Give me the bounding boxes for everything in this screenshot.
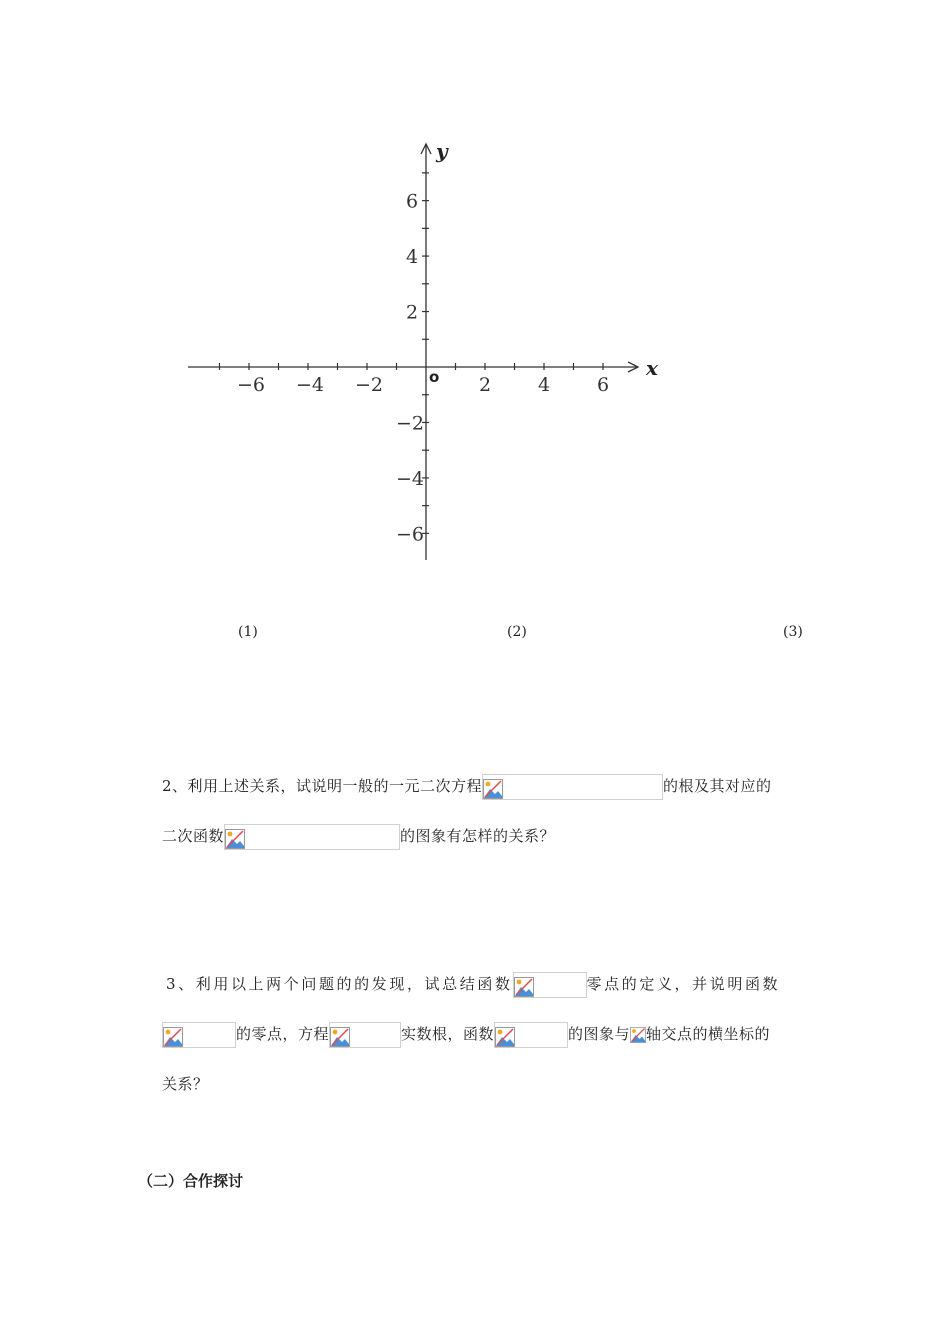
y-tick-label: −6 xyxy=(396,523,425,546)
x-axis-label: x xyxy=(646,356,658,380)
question-3-text-5: 的图象与 xyxy=(568,1025,631,1043)
origin-label: o xyxy=(429,368,440,386)
broken-image-icon xyxy=(483,779,503,799)
question-2-text-1: 2、利用上述关系，试说明一般的一元二次方程 xyxy=(162,777,483,795)
question-3-text-7: 关系？ xyxy=(162,1075,209,1093)
y-tick-label: −2 xyxy=(396,412,425,435)
question-3-text-4: 实数根，函数 xyxy=(401,1025,495,1043)
question-3-text-2: 零点的定义，并说明函数 xyxy=(586,975,781,993)
broken-image-function xyxy=(513,972,587,998)
broken-image-function-3 xyxy=(494,1022,568,1048)
broken-image-function-2 xyxy=(162,1022,236,1048)
broken-image-quadratic-function xyxy=(224,824,400,850)
question-3-line-1 xyxy=(166,970,780,998)
y-tick-label: −4 xyxy=(396,467,425,490)
x-tick-label: 2 xyxy=(479,374,492,396)
question-3-line-3 xyxy=(162,1070,209,1098)
x-tick-label: −2 xyxy=(355,374,384,396)
broken-image-icon xyxy=(225,829,245,849)
question-3-text-3: 的零点，方程 xyxy=(236,1025,330,1043)
broken-image-icon xyxy=(163,1027,183,1047)
question-3-text-1: 3、利用以上两个问题的的发现，试总结函数 xyxy=(166,975,513,993)
x-tick-label: 6 xyxy=(597,374,610,396)
broken-image-icon xyxy=(630,1027,646,1043)
question-2-line-2 xyxy=(162,822,555,850)
question-2-text-2: 的根及其对应的 xyxy=(663,777,772,795)
x-tick-label: −4 xyxy=(296,374,325,396)
y-tick-label: 2 xyxy=(406,301,419,324)
y-tick-label: 4 xyxy=(406,246,419,269)
broken-image-equation xyxy=(482,774,663,800)
section-title: （二）合作探讨 xyxy=(138,1172,244,1190)
y-tick-label: 6 xyxy=(406,190,419,213)
broken-image-equation-2 xyxy=(329,1022,401,1048)
question-3-text-6: 轴交点的横坐标的 xyxy=(646,1025,771,1043)
question-2-line-1 xyxy=(162,772,772,800)
question-3-line-2 xyxy=(162,1020,770,1048)
figure-label-2: (2) xyxy=(507,624,527,640)
question-2-text-3: 二次函数 xyxy=(162,827,225,845)
y-axis-label: y xyxy=(436,139,448,163)
x-tick-label: 4 xyxy=(538,374,551,396)
broken-image-axis-symbol xyxy=(630,1025,646,1045)
x-tick-label: −6 xyxy=(237,374,266,396)
question-2-text-4: 的图象有怎样的关系？ xyxy=(400,827,556,845)
coordinate-axes-figure xyxy=(180,130,680,570)
broken-image-icon xyxy=(330,1027,350,1047)
figure-label-1: (1) xyxy=(238,624,258,640)
figure-label-3: (3) xyxy=(783,624,803,640)
broken-image-icon xyxy=(514,977,534,997)
broken-image-icon xyxy=(495,1027,515,1047)
